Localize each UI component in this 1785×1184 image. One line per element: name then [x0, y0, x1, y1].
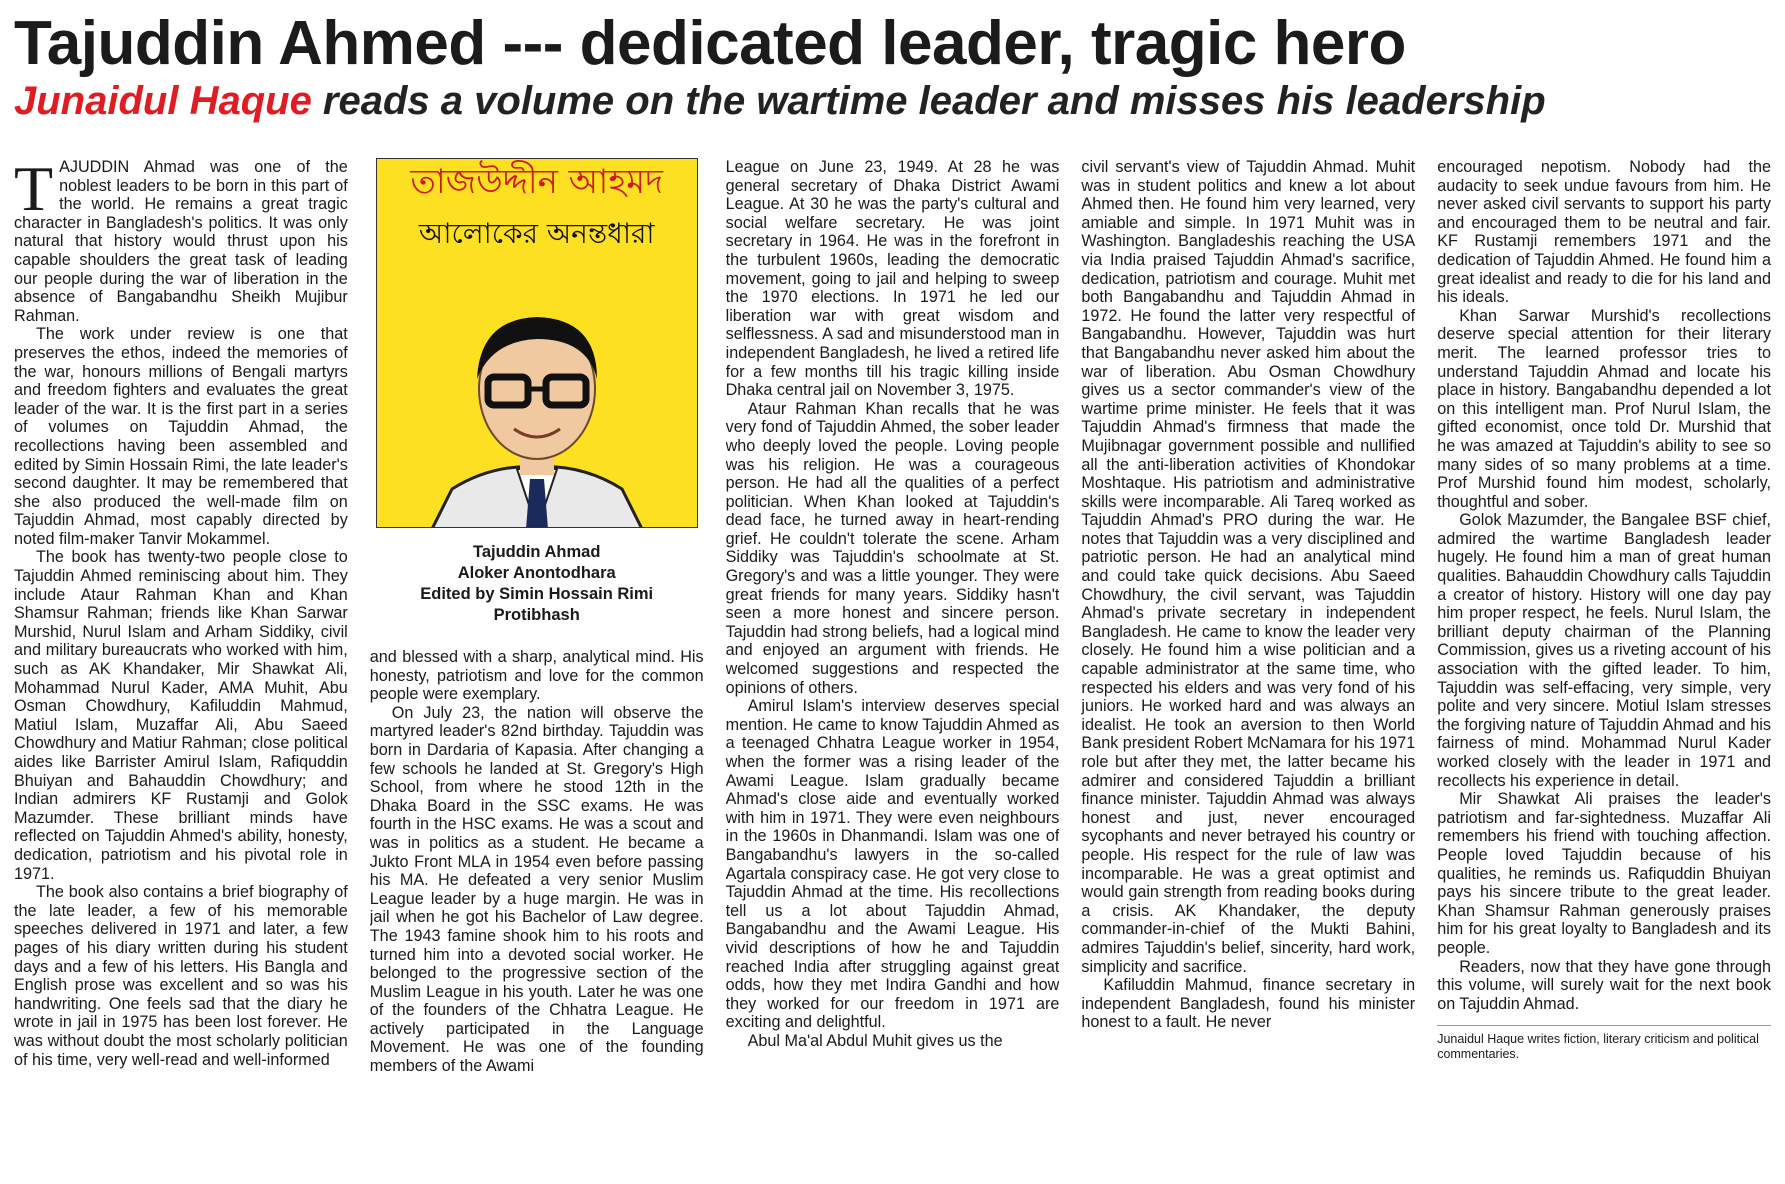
paragraph: The book also contains a brief biography of the late leader, a few of his memorable speeches delivered in 1971 and later, a few pages of his diary written during his student days and a few of his letters. His Bangla and English prose was excellent and so was his handwriting. One feels sad that the diary he wrote in jail in 1975 has been lost forever. He was without doubt the most scholarly politician of his time, very well-read and well-informed — [14, 883, 348, 1069]
book-title: Tajuddin Ahmad — [472, 543, 601, 561]
column-1 — [14, 158, 348, 1176]
paragraph: Amirul Islam's interview deserves special mention. He came to know Tajuddin Ahmed as a teenaged Chhatra League worker in 1954, when the former was a rising leader of the Awami League. Islam gradually became Ahmad's close aide and eventually worked with him in 1971. They were even neighbours in the 1960s in Dhanmandi. Islam was one of Bangabandhu's lawyers in the so-called Agartala conspiracy case. He got very close to Tajuddin Ahmad at the time. His recollections tell us a lot about Tajuddin Ahmad, Bangabandhu and the Awami League. His vivid descriptions of how he and Tajuddin reached India after struggling against great odds, how they met Indira Gandhi and how they worked for our freedom in 1971 are exciting and delightful. — [725, 697, 1060, 1032]
book-caption — [376, 542, 698, 626]
cover-subtitle: আলোকের অনন্তধারা — [418, 217, 655, 250]
paragraph: The book has twenty-two people close to Tajuddin Ahmed reminiscing about him. They include Ataur Rahman Khan and Khan Shamsur Rahman; friends like Khan Sarwar Murshid, Nurul Islam and Arham Siddiky, civil and military bureaucrats who worked with him, such as AK Khandaker, Mir Shawkat Ali, Mohammad Nurul Kader, AMA Muhit, Abu Osman Chowdhury, Kafiluddin Mahmud, Matiul Islam, Muzaffar Ali, Abu Saeed Chowdhury and Matiur Rahman; close political aides like Barrister Amirul Islam, Rafiquddin Bhuiyan and Bahauddin Chowdhury; and Indian admirers KF Rustamji and Golok Mazumder. These brilliant minds have reflected on Tajuddin Ahmed's ability, honesty, dedication, patriotism and his pivotal role in 1971. — [14, 548, 348, 883]
paragraph: Abul Ma'al Abdul Muhit gives us the — [747, 1031, 1003, 1050]
book-editor: Edited by Simin Hossain Rimi — [420, 585, 654, 603]
book-figure — [370, 158, 704, 626]
book-publisher: Protibhash — [493, 606, 580, 624]
paragraph: encouraged nepotism. Nobody had the audacity to seek undue favours from him. He never asked civil servants to support his party and encouraged them to be neutral and fair. KF Rustamji remembers 1971 and the dedication of Tajuddin Ahmed. He found him a great idealist and ready to die for his land and his ideals. — [1437, 158, 1771, 307]
column-4 — [1081, 158, 1415, 1176]
divider — [1437, 1025, 1771, 1026]
subheadline-text: reads a volume on the wartime leader and misses his leadership — [311, 79, 1546, 123]
paragraph: Readers, now that they have gone through this volume, will surely wait for the next book on Tajuddin Ahmad. — [1437, 957, 1771, 1013]
paragraph: Ataur Rahman Khan recalls that he was very fond of Tajuddin Ahmed, the sober leader who deeply loved the people. Loving people was his religion. He was a courageous person. He had all the qualities of a perfect politician. When Khan looked at Tajuddin's dead face, he turned away in heart-rending grief. He couldn't tolerate the scene. Arham Siddiky was Tajuddin's schoolmate at St. Gregory's and was a little younger. They were great friends for many years. Siddiky hasn't seen a more honest and sincere person. Tajuddin had strong beliefs, had a logical mind and enjoyed an argument with friends. He welcomed suggestions and respected the opinions of others. — [725, 399, 1060, 697]
paragraph: TAJUDDIN Ahmad was one of the noblest leaders to be born in this part of the world. He remains a great tragic character in Bangladesh's politics. It was only natural that history would thrust upon his capable shoulders the great task of leading our people during the war of liberation in the absence of Bangabandhu Sheikh Mujibur Rahman. — [14, 158, 348, 325]
headline: Tajuddin Ahmed --- dedicated leader, tragic hero — [14, 9, 1406, 78]
paragraph: League on June 23, 1949. At 28 he was general secretary of Dhaka District Awami League. At 30 he was the party's cultural and social welfare secretary. He was joint secretary in 1964. He was in the forefront in the turbulent 1960s, leading the democratic movement, going to jail and helping to sweep the 1970 elections. In 1971 he led our liberation war with great wisdom and selflessness. A sad and misunderstood man in independent Bangladesh, he lived a retired life for a few months till his tragic killing inside Dhaka central jail on November 3, 1975. — [725, 158, 1060, 400]
book-cover — [376, 158, 698, 528]
paragraph: The work under review is one that preserves the ethos, indeed the memories of the war, honours millions of Bengali martyrs and freedom fighters and evaluates the great leader of the war. It is the first part in a series of volumes on Tajuddin Ahmad, the recollections having been assembled and edited by Simin Hossain Rimi, the late leader's second daughter. It may be remembered that she also produced the well-made film on Tajuddin Ahmad, most capably directed by noted film-maker Tanvir Mokammel. — [14, 325, 348, 548]
column-2 — [370, 158, 704, 1176]
paragraph: Golok Mazumder, the Bangalee BSF chief, admired the wartime Bangladesh leader hugely. He found him a man of great human qualities. Bahauddin Chowdhury calls Tajuddin a creator of history. History will one day pay him proper respect, he feels. Nurul Islam, the brilliant deputy chairman of the Planning Commission, gives us a riveting account of his association with the gifted leader. To him, Tajuddin was self-effacing, very simple, very polite and very sincere. Motiul Islam stresses the forgiving nature of Tajuddin Ahmad and his fairness of mind. Mohammad Nurul Kader worked closely with the leader in 1971 and recollects his experience in detail. — [1437, 511, 1771, 790]
column-5 — [1437, 158, 1771, 1176]
subheadline — [14, 78, 1771, 124]
author-note: Junaidul Haque writes fiction, literary criticism and political commentaries. — [1437, 1032, 1759, 1062]
column-3 — [726, 158, 1060, 1176]
paragraph: Kafiluddin Mahmud, finance secretary in independent Bangladesh, found his minister honest to a fault. He never — [1081, 976, 1416, 1032]
paragraph: Khan Sarwar Murshid's recollections deserve special attention for their literary merit. The learned professor tries to understand Tajuddin Ahmad and locate his place in history. Bangabandhu depended a lot on this intelligent man. Prof Nurul Islam, the gifted economist, once told Dr. Murshid that he was amazed at Tajuddin's ability to see so many sides of so many problems at a time. Prof Murshid found him modest, scholarly, thoughtful and sober. — [1437, 306, 1771, 511]
book-subtitle: Aloker Anontodhara — [457, 564, 616, 582]
cover-title: তাজউদ্দীন আহমদ — [410, 162, 663, 202]
article-body — [14, 158, 1771, 1176]
paragraph: and blessed with a sharp, analytical mind. His honesty, patriotism and love for the common people were exemplary. — [369, 648, 704, 704]
portrait-illustration — [422, 289, 652, 528]
drop-cap: T — [14, 158, 54, 224]
paragraph: On July 23, the nation will observe the martyred leader's 82nd birthday. Tajuddin was born in Dardaria of Kapasia. After changing a few schools he landed at St. Gregory's High School, from where he stood 12th in the Dhaka Board in the SSC exams. He was fourth in the HSC exams. He was a scout and was in politics as a student. He became a Jukto Front MLA in 1954 even before passing his MA. He defeated a very senior Muslim League leader by a huge margin. He was in jail when he got his Bachelor of Law degree. The 1943 famine shook him to his roots and turned him into a devoted social worker. He belonged to the progressive section of the Muslim League in his youth. Later he was one of the founders of the Chhatra League. He actively participated in the Language Movement. He was one of the founding members of the Awami — [369, 703, 704, 1076]
reviewer-name: Junaidul Haque — [14, 79, 312, 123]
paragraph: Mir Shawkat Ali praises the leader's patriotism and far-sightedness. Muzaffar Ali remembers his friend with touching affection. People loved Tajuddin because of his qualities, he reminds us. Rafiquddin Bhuiyan pays his sincere tribute to the great leader. Khan Shamsur Rahman generously praises him for his great loyalty to Bangladesh and its people. — [1437, 790, 1771, 957]
paragraph: civil servant's view of Tajuddin Ahmad. Muhit was in student politics and knew a lot about Ahmed then. He found him very learned, very amiable and simple. In 1971 Muhit was in Washington. Bangladeshis reaching the USA via India praised Tajuddin Ahmad's sacrifice, dedication, patriotism and courage. Muhit met both Bangabandhu and Tajuddin Ahmad in 1972. He found the latter very respectful of Bangabandhu. However, Tajuddin was hurt that Bangabandhu never asked him about the war of liberation. Abu Osman Chowdhury gives us a sector commander's view of the wartime prime minister. He feels that it was Tajuddin Ahmad's firmness that made the Mujibnagar government possible and nullified all the anti-liberation activities of Khondokar Moshtaque. His patriotism and administrative skills were incomparable. Ali Tareq worked as Tajuddin Ahmad's PRO during the war. He notes that Tajuddin was a very disciplined and patriotic person. He had an analytical mind and could take quick decisions. Abu Saeed Chowdhury, the civil servant, was Tajuddin Ahmad's private secretary in independent Bangladesh. He came to know the leader very closely. He found him a wise politician and a capable administrator at the same time, who respected his elders and was very fond of his juniors. He worked hard and was always an idealist. He took an aversion to then World Bank president Robert McNamara for his 1971 role but after they met, the latter became his admirer and considered Tajuddin a brilliant finance minister. Tajuddin Ahmad was always honest and just, never encouraged sycophants and never betrayed his country or people. His respect for the rule of law was incomparable. He was a great optimist and would gain strength from reading books during a crisis. AK Khandaker, the deputy commander-in-chief of the Mukti Bahini, admires Tajuddin's belief, sincerity, hard work, simplicity and sacrifice. — [1081, 158, 1416, 976]
